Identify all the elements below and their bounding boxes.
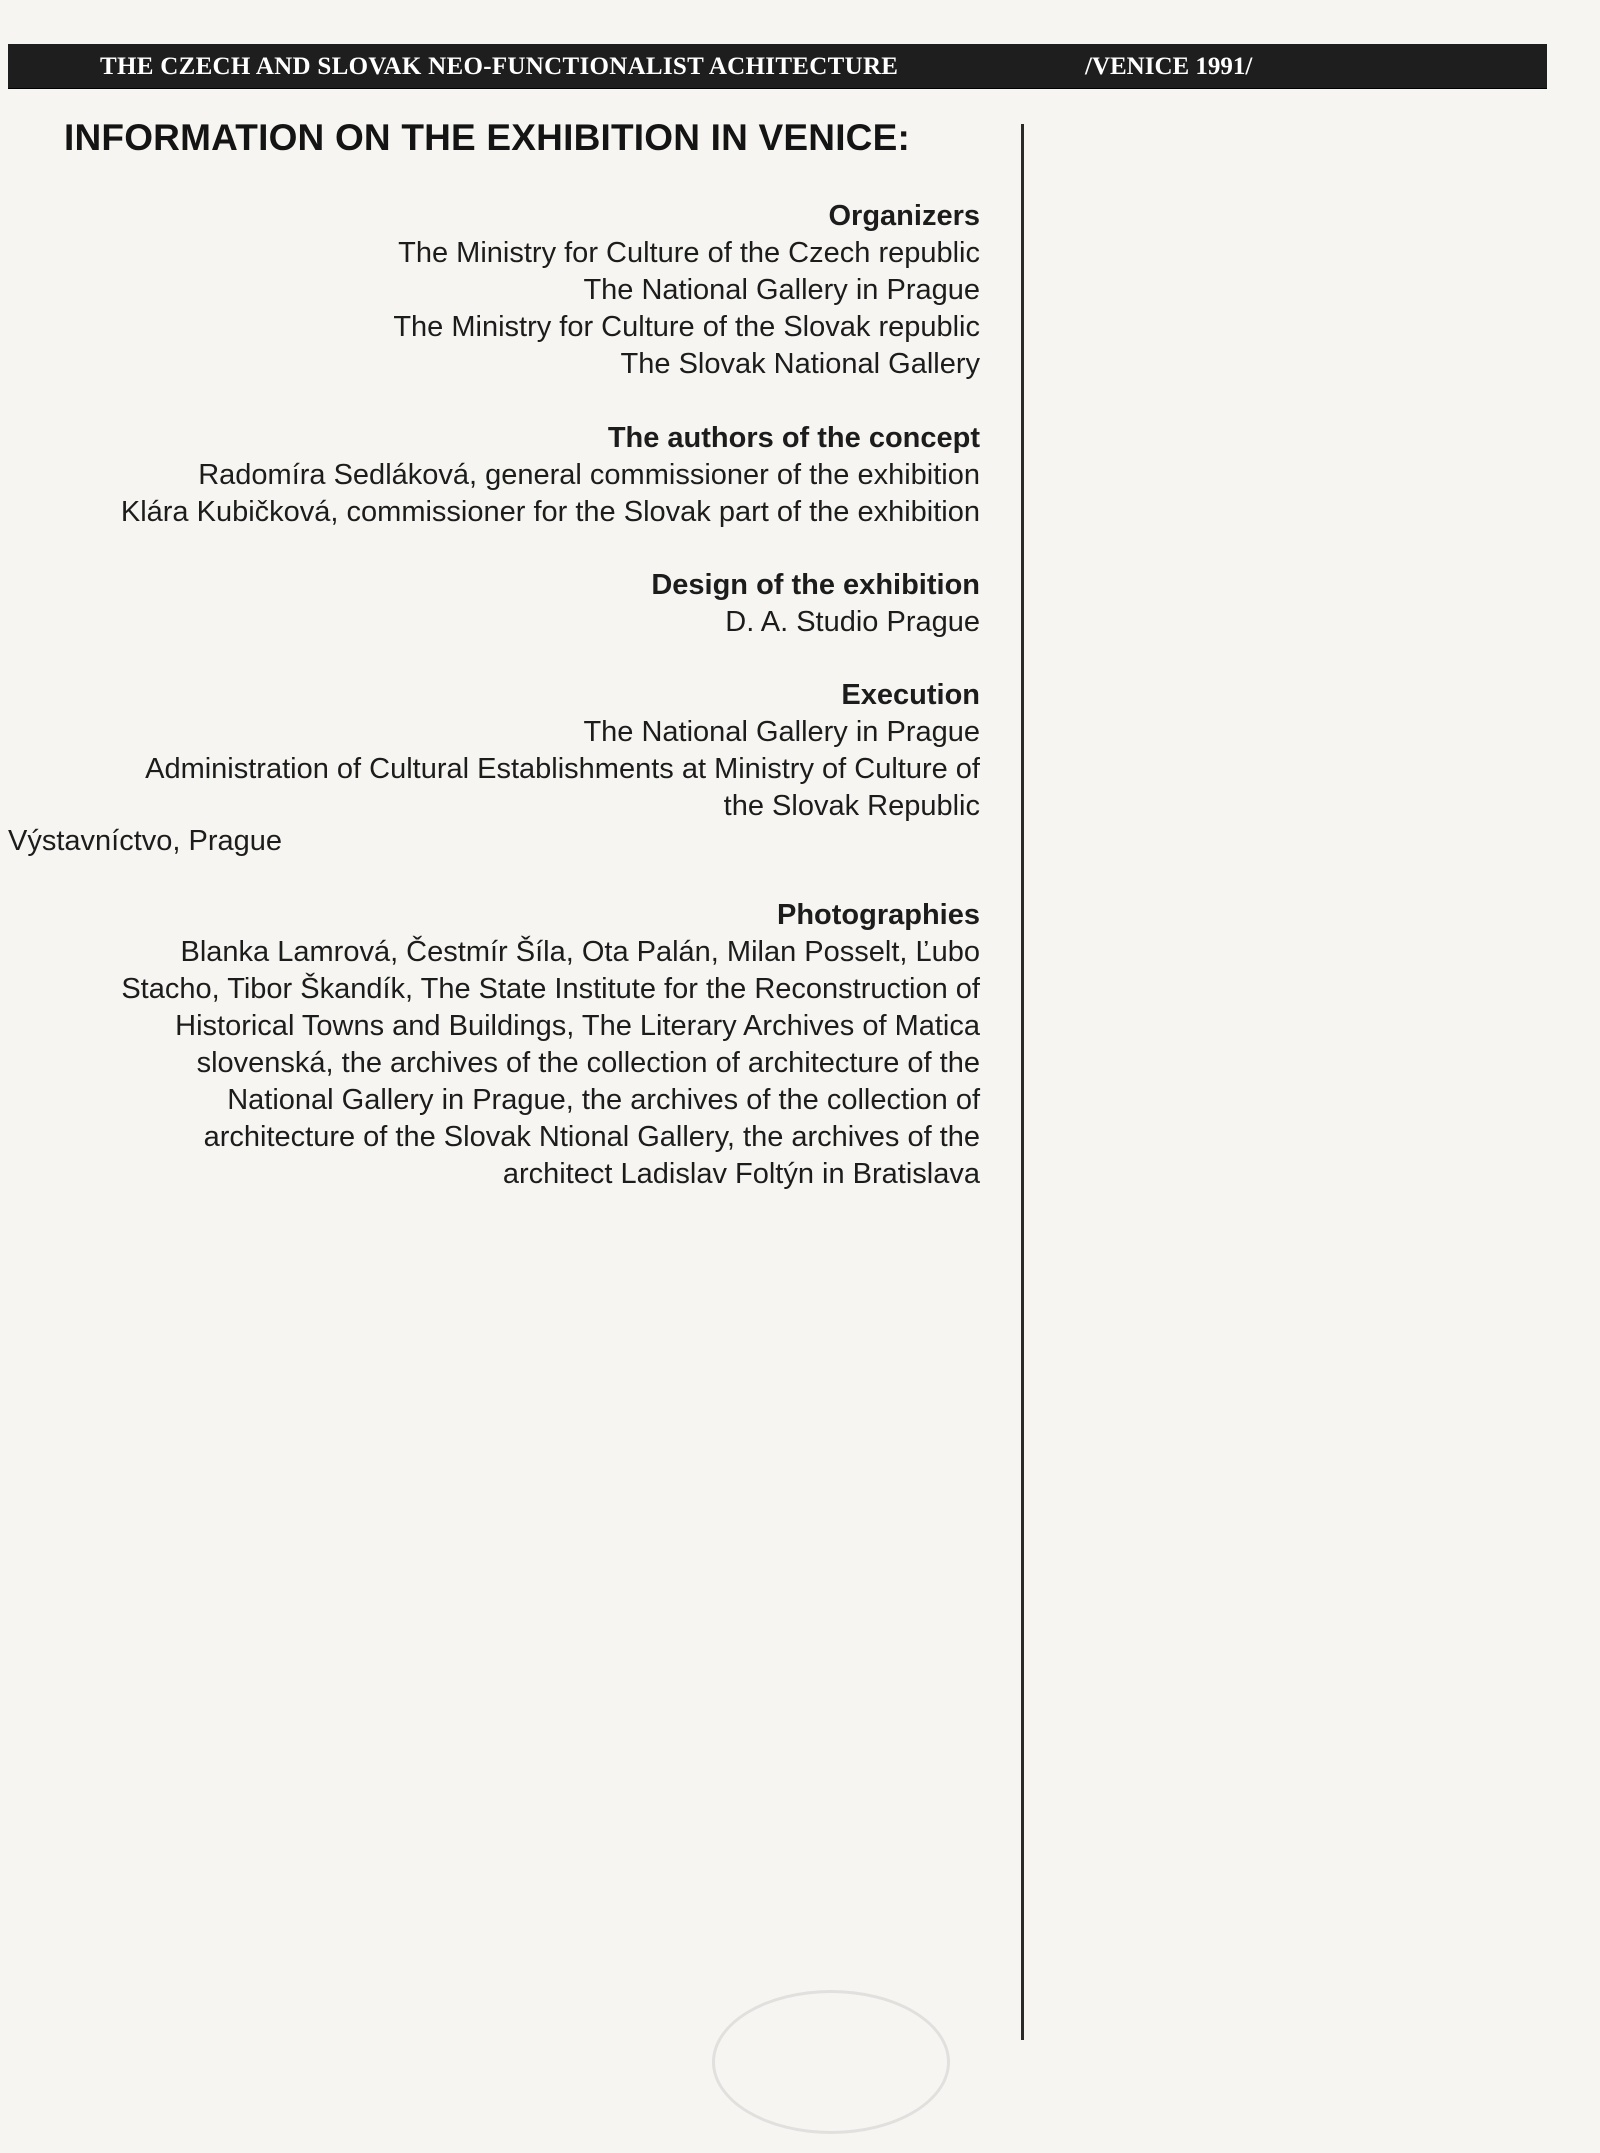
- authors-line: Radomíra Sedláková, general commissioner of the exhibition: [198, 459, 980, 491]
- photographies-line: slovenská, the archives of the collection of architecture of the: [196, 1047, 980, 1079]
- design-line: D. A. Studio Prague: [725, 606, 980, 638]
- header-edition: /VENICE 1991/: [1085, 53, 1253, 80]
- photographies-line: architecture of the Slovak Ntional Gallery, the archives of the: [203, 1121, 980, 1153]
- design-section: [651, 567, 980, 641]
- page-title: INFORMATION ON THE EXHIBITION IN VENICE:: [64, 117, 910, 158]
- execution-line: The National Gallery in Prague: [583, 716, 980, 748]
- header-band: [8, 44, 1547, 89]
- organizers-line: The Slovak National Gallery: [620, 348, 980, 380]
- header-title: THE CZECH AND SLOVAK NEO-FUNCTIONALIST ACHITECTURE: [100, 53, 899, 80]
- execution-extra-line: Výstavníctvo, Prague: [8, 825, 283, 857]
- execution-section: [145, 677, 980, 825]
- organizers-heading: Organizers: [828, 200, 980, 232]
- vertical-rule: [1021, 124, 1024, 2040]
- design-heading: Design of the exhibition: [651, 569, 980, 601]
- photographies-section: [121, 897, 980, 1193]
- library-stamp: [712, 1990, 950, 2134]
- photographies-line: Historical Towns and Buildings, The Literary Archives of Matica: [175, 1010, 980, 1042]
- execution-line: the Slovak Republic: [723, 790, 980, 822]
- execution-line: Administration of Cultural Establishments at Ministry of Culture of: [145, 753, 980, 785]
- photographies-heading: Photographies: [776, 899, 980, 931]
- organizers-line: The Ministry for Culture of the Czech republic: [398, 237, 980, 269]
- organizers-line: The Ministry for Culture of the Slovak republic: [393, 311, 980, 343]
- photographies-line: Blanka Lamrová, Čestmír Šíla, Ota Palán, Milan Posselt, Ľubo: [180, 936, 980, 968]
- authors-line: Klára Kubičková, commissioner for the Slovak part of the exhibition: [120, 496, 980, 528]
- authors-heading: The authors of the concept: [607, 422, 980, 454]
- photographies-line: Stacho, Tibor Škandík, The State Institute for the Reconstruction of: [121, 973, 980, 1005]
- photographies-line: architect Ladislav Foltýn in Bratislava: [502, 1158, 980, 1190]
- execution-heading: Execution: [841, 679, 980, 711]
- organizers-section: [393, 198, 980, 383]
- organizers-line: The National Gallery in Prague: [583, 274, 980, 306]
- authors-section: [121, 420, 980, 531]
- photographies-line: National Gallery in Prague, the archives of the collection of: [227, 1084, 980, 1116]
